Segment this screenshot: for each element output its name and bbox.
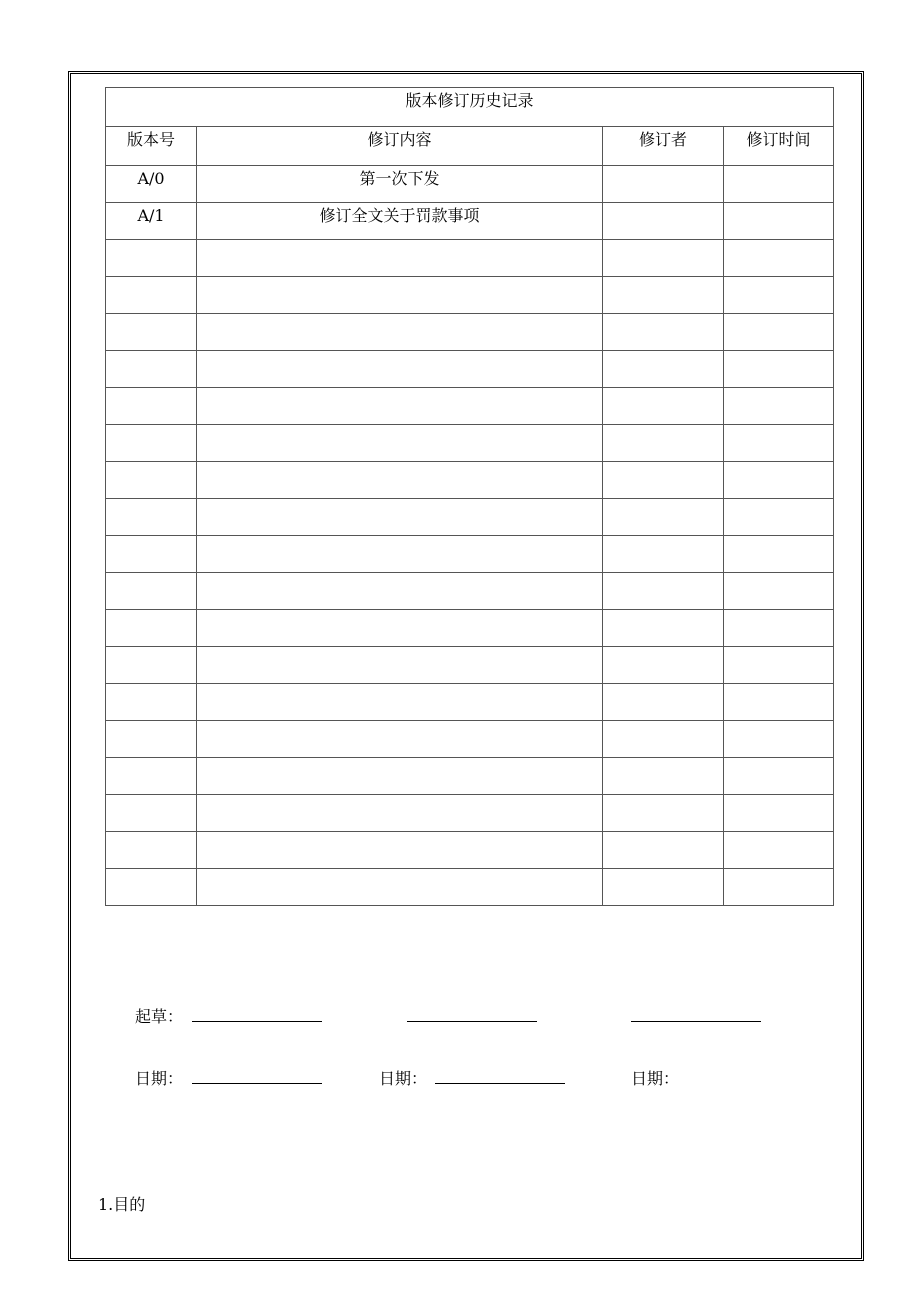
cell-reviser[interactable]	[603, 758, 724, 795]
cell-content[interactable]	[197, 388, 603, 425]
cell-content[interactable]	[197, 499, 603, 536]
table-row	[106, 166, 834, 203]
cell-reviser[interactable]	[603, 314, 724, 351]
cell-version[interactable]	[106, 425, 197, 462]
cell-content[interactable]	[197, 314, 603, 351]
cell-content[interactable]	[197, 869, 603, 906]
cell-reviser[interactable]	[603, 351, 724, 388]
section-heading: 1.目的	[98, 1195, 146, 1214]
header-reviser: 修订者	[603, 127, 724, 166]
cell-reviser[interactable]	[603, 388, 724, 425]
cell-content[interactable]	[197, 758, 603, 795]
cell-content[interactable]	[197, 610, 603, 647]
cell-reviser[interactable]	[603, 869, 724, 906]
cell-content[interactable]	[197, 832, 603, 869]
table-row	[106, 314, 834, 351]
cell-reviser[interactable]	[603, 462, 724, 499]
cell-date[interactable]	[724, 610, 834, 647]
cell-version[interactable]	[106, 240, 197, 277]
cell-version[interactable]	[106, 647, 197, 684]
cell-content[interactable]	[197, 573, 603, 610]
cell-reviser[interactable]	[603, 721, 724, 758]
cell-version[interactable]	[106, 536, 197, 573]
cell-content[interactable]	[197, 536, 603, 573]
cell-reviser[interactable]	[603, 610, 724, 647]
cell-date[interactable]	[724, 758, 834, 795]
table-row	[106, 277, 834, 314]
cell-version[interactable]	[106, 573, 197, 610]
cell-content[interactable]	[197, 647, 603, 684]
cell-date[interactable]	[724, 388, 834, 425]
table-row	[106, 462, 834, 499]
cell-content[interactable]	[197, 425, 603, 462]
date-line-1[interactable]	[192, 1083, 322, 1084]
table-row	[106, 684, 834, 721]
date-line-2[interactable]	[435, 1083, 565, 1084]
cell-date[interactable]	[724, 462, 834, 499]
table-row	[106, 425, 834, 462]
cell-date[interactable]	[724, 203, 834, 240]
cell-date[interactable]	[724, 684, 834, 721]
cell-version[interactable]: A/1	[106, 203, 197, 240]
table-title: 版本修订历史记录	[106, 88, 834, 127]
date-label-1: 日期：	[135, 1069, 184, 1088]
signature-line-3[interactable]	[631, 1021, 761, 1022]
cell-content[interactable]	[197, 240, 603, 277]
cell-date[interactable]	[724, 499, 834, 536]
cell-version[interactable]	[106, 314, 197, 351]
cell-version[interactable]: A/0	[106, 166, 197, 203]
cell-reviser[interactable]	[603, 499, 724, 536]
table-row	[106, 536, 834, 573]
cell-content[interactable]	[197, 795, 603, 832]
cell-version[interactable]	[106, 462, 197, 499]
cell-reviser[interactable]	[603, 832, 724, 869]
revision-history-table	[105, 87, 834, 906]
cell-date[interactable]	[724, 240, 834, 277]
cell-version[interactable]	[106, 277, 197, 314]
cell-version[interactable]	[106, 684, 197, 721]
cell-date[interactable]	[724, 277, 834, 314]
cell-date[interactable]	[724, 351, 834, 388]
cell-version[interactable]	[106, 869, 197, 906]
cell-reviser[interactable]	[603, 203, 724, 240]
cell-content[interactable]	[197, 351, 603, 388]
cell-reviser[interactable]	[603, 425, 724, 462]
header-date: 修订时间	[724, 127, 834, 166]
cell-date[interactable]	[724, 795, 834, 832]
table-row	[106, 203, 834, 240]
cell-version[interactable]	[106, 795, 197, 832]
date-label-2: 日期：	[379, 1069, 428, 1088]
cell-version[interactable]	[106, 388, 197, 425]
header-content: 修订内容	[197, 127, 603, 166]
cell-version[interactable]	[106, 721, 197, 758]
table-header-row	[106, 127, 834, 166]
cell-content[interactable]	[197, 721, 603, 758]
draft-signature-line[interactable]	[192, 1021, 322, 1022]
table-title-row	[106, 88, 834, 127]
table-row	[106, 388, 834, 425]
cell-content[interactable]: 修订全文关于罚款事项	[197, 203, 603, 240]
signature-line-2[interactable]	[407, 1021, 537, 1022]
table-row	[106, 758, 834, 795]
table-row	[106, 499, 834, 536]
draft-label: 起草：	[135, 1007, 184, 1026]
cell-date[interactable]	[724, 166, 834, 203]
cell-version[interactable]	[106, 832, 197, 869]
cell-reviser[interactable]	[603, 277, 724, 314]
table-row	[106, 721, 834, 758]
cell-reviser[interactable]	[603, 795, 724, 832]
table-row	[106, 647, 834, 684]
cell-date[interactable]	[724, 314, 834, 351]
cell-reviser[interactable]	[603, 647, 724, 684]
table-row	[106, 610, 834, 647]
table-row	[106, 869, 834, 906]
table-row	[106, 240, 834, 277]
cell-date[interactable]	[724, 721, 834, 758]
cell-date[interactable]	[724, 573, 834, 610]
cell-content[interactable]: 第一次下发	[197, 166, 603, 203]
header-version: 版本号	[106, 127, 197, 166]
date-label-3: 日期：	[631, 1069, 680, 1088]
cell-version[interactable]	[106, 499, 197, 536]
table-row	[106, 573, 834, 610]
cell-version[interactable]	[106, 351, 197, 388]
cell-date[interactable]	[724, 425, 834, 462]
cell-date[interactable]	[724, 832, 834, 869]
cell-reviser[interactable]	[603, 573, 724, 610]
cell-version[interactable]	[106, 610, 197, 647]
table-row	[106, 832, 834, 869]
cell-date[interactable]	[724, 647, 834, 684]
cell-date[interactable]	[724, 536, 834, 573]
cell-reviser[interactable]	[603, 166, 724, 203]
table-row	[106, 795, 834, 832]
cell-content[interactable]	[197, 462, 603, 499]
cell-version[interactable]	[106, 758, 197, 795]
table-row	[106, 351, 834, 388]
cell-reviser[interactable]	[603, 536, 724, 573]
cell-reviser[interactable]	[603, 684, 724, 721]
cell-content[interactable]	[197, 277, 603, 314]
cell-reviser[interactable]	[603, 240, 724, 277]
cell-date[interactable]	[724, 869, 834, 906]
cell-content[interactable]	[197, 684, 603, 721]
